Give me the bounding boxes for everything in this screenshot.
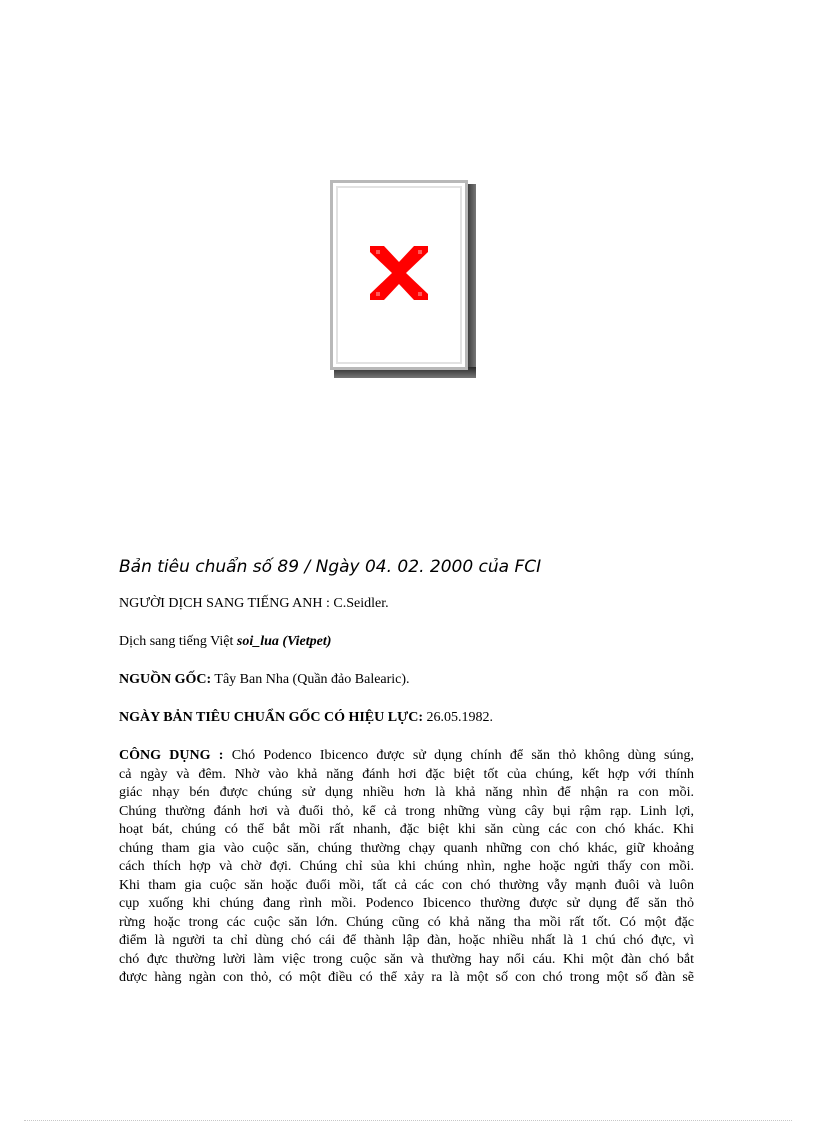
- usage-line: chó đực thường lười làm việc trong cuộc săn và thường hay nổi cáu. Khi một đàn chó bắt: [119, 951, 694, 967]
- translator-vi-label: Dịch sang tiếng Việt: [119, 634, 234, 649]
- standard-date-label: NGÀY BẢN TIÊU CHUẨN GỐC CÓ HIỆU LỰC:: [119, 710, 424, 725]
- usage-line: cách thích hợp và chờ đợi. Chúng chỉ sủa khi chúng nhìn, nghe hoặc ngửi thấy con mồi.: [119, 859, 694, 874]
- origin-label: NGUỒN GỐC:: [119, 672, 212, 687]
- usage-line: cả ngày và đêm. Nhờ vào khả năng đánh hơi đặc biệt tốt của chúng, kết hợp với thính: [119, 766, 694, 782]
- usage-line: được hàng ngàn con thỏ, có một điều có thể xảy ra là một số con chó trong một số đàn sẽ: [119, 970, 694, 985]
- origin: [119, 671, 694, 689]
- usage-line: cụp xuống khi chúng đang rình mồi. Podenco Ibicenco thường được sử dụng để săn thỏ: [119, 896, 694, 911]
- usage-line: hoạt bát, chúng có thể bắt mồi rất nhanh, đặc biệt khi săn cùng các con chó khác. Khi: [119, 822, 694, 837]
- broken-image-icon: [364, 238, 434, 308]
- document-title: Bản tiêu chuẩn số 89 / Ngày 04. 02. 2000 của FCI: [119, 557, 542, 577]
- usage-line: chúng tham gia vào cuộc săn, chúng thường chạy quanh những con chó khác, giữ khoảng: [119, 840, 694, 856]
- usage-line: rừng hoặc trong các cuộc săn lớn. Chúng cũng có khả năng tha mồi rất tốt. Có một đặc: [119, 914, 694, 930]
- usage-line: CÔNG DỤNG : Chó Podenco Ibicenco được sử dụng chính để săn thỏ không dùng súng,: [119, 748, 694, 763]
- usage-line: Chúng thường đánh hơi và đuổi thỏ, kể cả trong những vùng cây bụi rậm rạp. Linh lợi,: [119, 803, 694, 819]
- origin-value: Tây Ban Nha (Quần đảo Balearic).: [211, 672, 410, 687]
- page-bottom-divider: [24, 1120, 792, 1121]
- translator-vi-value: soi_lua (Vietpet): [236, 634, 332, 649]
- translator-en: NGƯỜI DỊCH SANG TIẾNG ANH : C.Seidler.: [119, 596, 389, 611]
- usage-label: CÔNG DỤNG :: [119, 748, 224, 763]
- usage-line: Khi tham gia cuộc săn hoặc đuổi mồi, tất cả các con chó thường vẫy mạnh đuôi và luôn: [119, 877, 694, 893]
- translator-vi: [119, 633, 694, 651]
- standard-date: [119, 709, 694, 727]
- broken-image-placeholder: [330, 180, 476, 378]
- usage-line: điểm là người ta chỉ dùng chó cái để thành lập đàn, hoặc nhiều nhất là 1 chú chó đực, vì: [119, 933, 694, 948]
- document-body: [119, 556, 694, 988]
- usage-section: [119, 747, 694, 988]
- standard-date-value: 26.05.1982.: [423, 710, 494, 725]
- usage-line: giác nhạy bén được chúng sử dụng nhiều hơn là khả năng nhìn để nhận ra con mồi.: [119, 785, 694, 800]
